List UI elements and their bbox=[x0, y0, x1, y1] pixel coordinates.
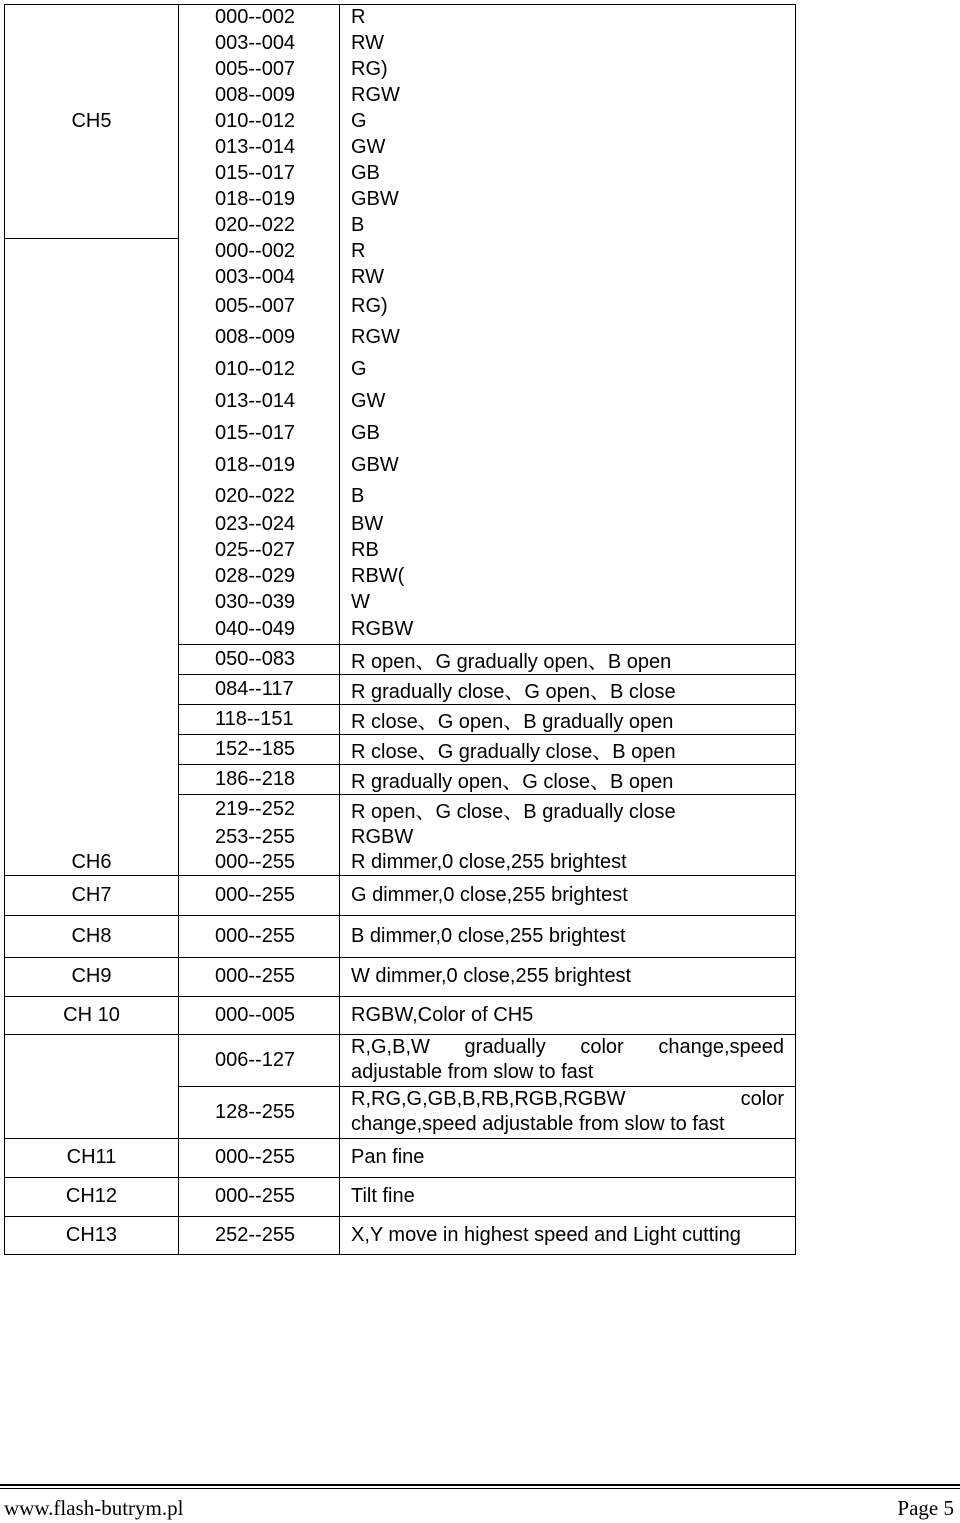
range-cell: 000--002 bbox=[179, 5, 340, 31]
range-cell: 219--252 bbox=[179, 795, 340, 825]
range-cell: 003--004 bbox=[179, 31, 340, 57]
range-cell: 005--007 bbox=[179, 57, 340, 83]
function-cell: R gradually open、G close、B open bbox=[340, 765, 796, 795]
table-row bbox=[5, 875, 796, 915]
range-cell: 023--024 bbox=[179, 512, 340, 538]
function-cell: R open、G close、B gradually close bbox=[340, 795, 796, 825]
function-cell: R,RG,G,GB,B,RB,RGB,RGBW color change,speed adjustable from slow to fast bbox=[340, 1086, 796, 1138]
range-cell: 084--117 bbox=[179, 675, 340, 705]
function-cell: BW bbox=[340, 512, 796, 538]
range-cell: 000--255 bbox=[179, 1138, 340, 1177]
range-cell: 040--049 bbox=[179, 616, 340, 645]
function-cell: RGW bbox=[340, 83, 796, 109]
footer-rule bbox=[0, 1484, 960, 1486]
function-cell: X,Y move in highest speed and Light cutting bbox=[340, 1216, 796, 1254]
function-cell: RW bbox=[340, 265, 796, 291]
function-cell: R bbox=[340, 239, 796, 265]
range-cell: 000--002 bbox=[179, 239, 340, 265]
function-cell: RGBW bbox=[340, 824, 796, 850]
function-cell: R open、G gradually open、B open bbox=[340, 645, 796, 675]
range-cell: 252--255 bbox=[179, 1216, 340, 1254]
footer-rule-thin bbox=[0, 1488, 960, 1489]
function-cell: GB bbox=[340, 161, 796, 187]
table-row bbox=[5, 915, 796, 957]
range-cell: 025--027 bbox=[179, 538, 340, 564]
channel-label-ch7: CH7 bbox=[5, 875, 179, 915]
function-cell: GW bbox=[340, 386, 796, 418]
range-cell: 000--255 bbox=[179, 915, 340, 957]
table-row bbox=[5, 957, 796, 996]
footer-website: www.flash-butrym.pl bbox=[4, 1496, 184, 1520]
range-cell: 028--029 bbox=[179, 564, 340, 590]
function-cell: RGBW,Color of CH5 bbox=[340, 996, 796, 1034]
range-cell: 000--255 bbox=[179, 1177, 340, 1216]
range-cell: 006--127 bbox=[179, 1034, 340, 1086]
range-cell: 030--039 bbox=[179, 590, 340, 616]
channel-label-ch5: CH5 bbox=[5, 5, 179, 239]
range-cell: 050--083 bbox=[179, 645, 340, 675]
function-cell: R gradually close、G open、B close bbox=[340, 675, 796, 705]
range-cell: 008--009 bbox=[179, 83, 340, 109]
range-cell: 000--255 bbox=[179, 875, 340, 915]
function-cell: G dimmer,0 close,255 brightest bbox=[340, 875, 796, 915]
function-cell: GBW bbox=[340, 187, 796, 213]
range-cell: 013--014 bbox=[179, 135, 340, 161]
function-cell: RGBW bbox=[340, 616, 796, 645]
function-cell: RB bbox=[340, 538, 796, 564]
function-cell: R bbox=[340, 5, 796, 31]
channel-label-ch9: CH9 bbox=[5, 957, 179, 996]
table-row bbox=[5, 5, 796, 31]
range-cell: 000--255 bbox=[179, 957, 340, 996]
footer-page-number: Page 5 bbox=[897, 1496, 954, 1520]
range-cell: 010--012 bbox=[179, 109, 340, 135]
function-cell: W dimmer,0 close,255 brightest bbox=[340, 957, 796, 996]
function-cell: RW bbox=[340, 31, 796, 57]
table-row bbox=[5, 239, 796, 265]
table-row bbox=[5, 850, 796, 875]
range-cell: 003--004 bbox=[179, 265, 340, 291]
function-cell: G bbox=[340, 109, 796, 135]
table-row bbox=[5, 1216, 796, 1254]
range-cell: 005--007 bbox=[179, 291, 340, 322]
function-cell: GBW bbox=[340, 450, 796, 482]
function-cell: RG) bbox=[340, 57, 796, 83]
function-cell: R dimmer,0 close,255 brightest bbox=[340, 850, 796, 875]
channel-label-ch10: CH 10 bbox=[5, 996, 179, 1034]
function-cell: R close、G gradually close、B open bbox=[340, 735, 796, 765]
function-cell: R close、G open、B gradually open bbox=[340, 705, 796, 735]
function-cell: B bbox=[340, 482, 796, 512]
channel-label-empty bbox=[5, 1034, 179, 1138]
range-cell: 015--017 bbox=[179, 418, 340, 450]
function-cell: RG) bbox=[340, 291, 796, 322]
table-row bbox=[5, 1177, 796, 1216]
table-row bbox=[5, 1138, 796, 1177]
function-cell: Tilt fine bbox=[340, 1177, 796, 1216]
range-cell: 118--151 bbox=[179, 705, 340, 735]
function-cell: GB bbox=[340, 418, 796, 450]
function-cell: RGW bbox=[340, 322, 796, 354]
function-cell: B bbox=[340, 213, 796, 239]
range-cell: 000--005 bbox=[179, 996, 340, 1034]
range-cell: 186--218 bbox=[179, 765, 340, 795]
range-cell: 013--014 bbox=[179, 386, 340, 418]
table-row bbox=[5, 1034, 796, 1086]
function-cell: Pan fine bbox=[340, 1138, 796, 1177]
range-cell: 253--255 bbox=[179, 824, 340, 850]
range-cell: 010--012 bbox=[179, 354, 340, 386]
channel-label-ch6: CH6 bbox=[5, 850, 179, 875]
channel-label-empty bbox=[5, 239, 179, 851]
channel-label-ch11: CH11 bbox=[5, 1138, 179, 1177]
channel-label-ch8: CH8 bbox=[5, 915, 179, 957]
function-cell: B dimmer,0 close,255 brightest bbox=[340, 915, 796, 957]
function-cell: R,G,B,W gradually color change,speed adjustable from slow to fast bbox=[340, 1034, 796, 1086]
range-cell: 008--009 bbox=[179, 322, 340, 354]
range-cell: 020--022 bbox=[179, 482, 340, 512]
table-row bbox=[5, 996, 796, 1034]
dmx-channel-table bbox=[4, 4, 796, 1255]
function-cell: GW bbox=[340, 135, 796, 161]
channel-label-ch13: CH13 bbox=[5, 1216, 179, 1254]
range-cell: 128--255 bbox=[179, 1086, 340, 1138]
range-cell: 152--185 bbox=[179, 735, 340, 765]
function-cell: RBW( bbox=[340, 564, 796, 590]
channel-label-ch12: CH12 bbox=[5, 1177, 179, 1216]
range-cell: 018--019 bbox=[179, 187, 340, 213]
function-cell: G bbox=[340, 354, 796, 386]
range-cell: 020--022 bbox=[179, 213, 340, 239]
range-cell: 018--019 bbox=[179, 450, 340, 482]
function-cell: W bbox=[340, 590, 796, 616]
range-cell: 000--255 bbox=[179, 850, 340, 875]
range-cell: 015--017 bbox=[179, 161, 340, 187]
